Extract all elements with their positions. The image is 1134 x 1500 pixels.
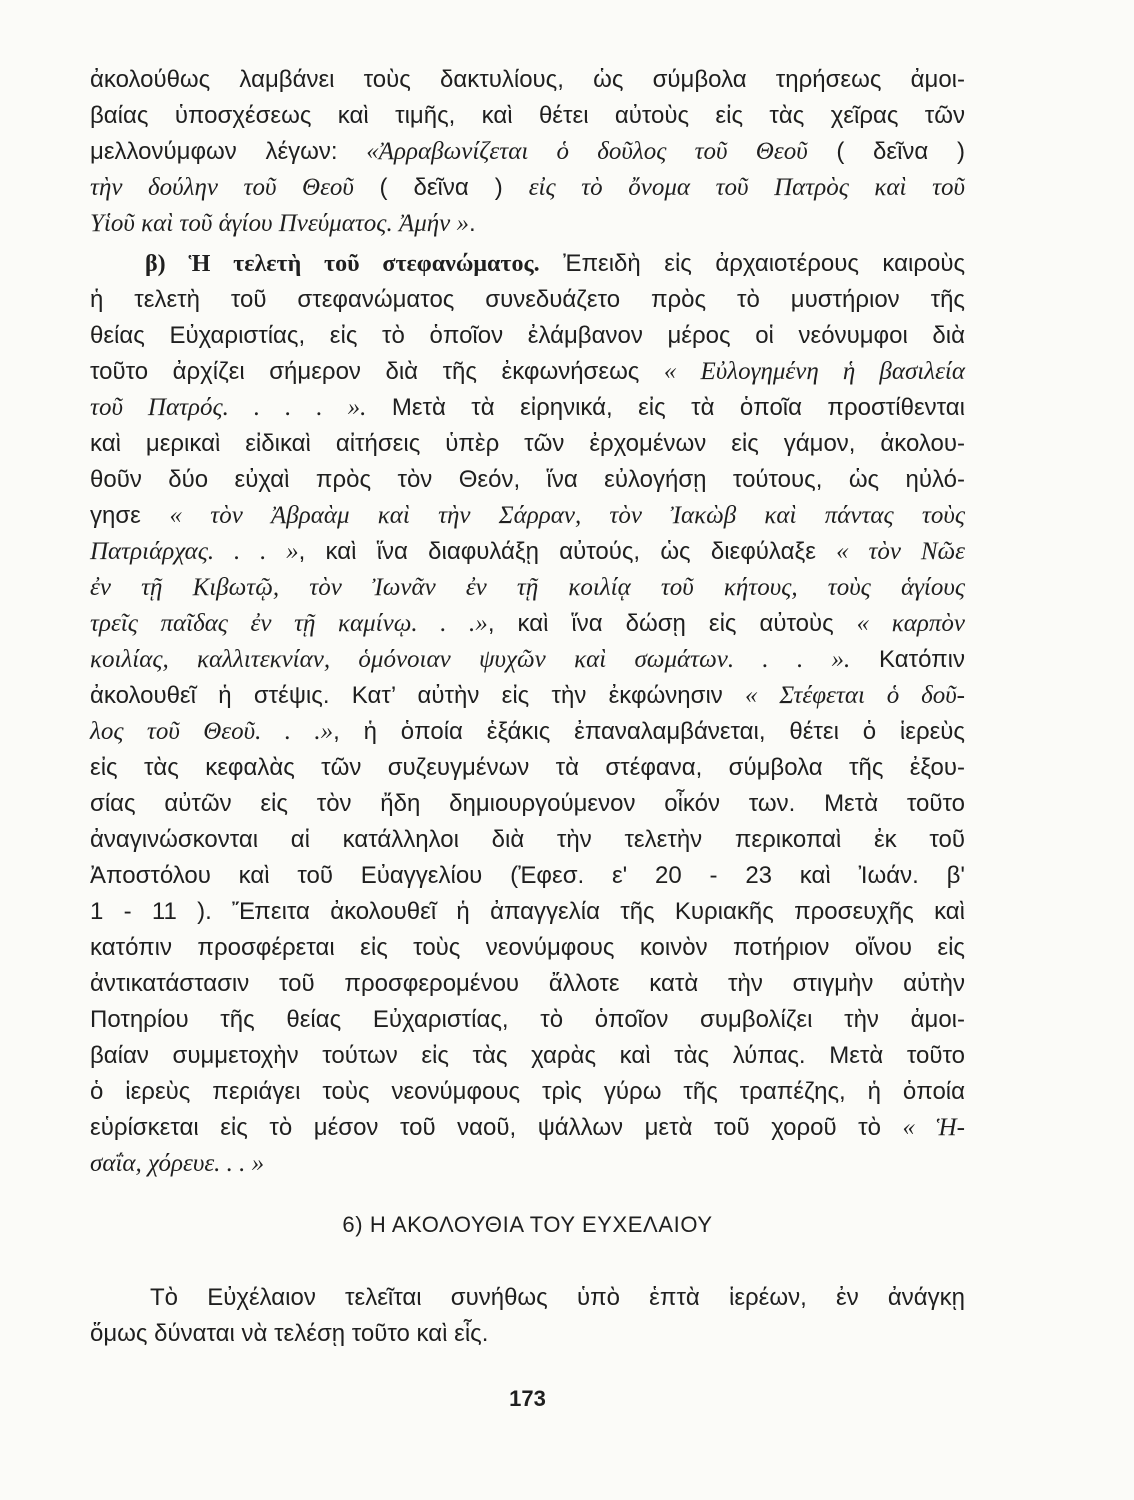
italic-quote-text: Υἱοῦ καὶ τοῦ ἁγίου Πνεύματος. Ἀμήν »	[90, 210, 470, 237]
bold-subheading-text: β) Ἡ τελετὴ τοῦ στεφανώματος.	[145, 251, 540, 277]
text-line	[90, 426, 965, 462]
text-line	[90, 894, 965, 930]
text-line	[90, 606, 965, 642]
text-line	[90, 206, 965, 242]
body-text: βαίας ὑποσχέσεως καὶ τιμῆς, καὶ θέτει αὐτοὺς εἰς τὰς χεῖρας τῶν	[90, 102, 965, 129]
page-number: 173	[509, 1386, 546, 1411]
body-text: , ἡ ὁποία ἑξάκις ἐπαναλαμβάνεται, θέτει ὁ ἱερεὺς	[333, 718, 965, 745]
text-line	[90, 390, 965, 426]
text-line	[90, 1002, 965, 1038]
text-line	[90, 462, 965, 498]
text-line	[90, 750, 965, 786]
body-text: βαίαν συμμετοχὴν τούτων εἰς τὰς χαρὰς καὶ τὰς λύπας. Μετὰ τοῦτο	[90, 1042, 965, 1069]
text-line	[90, 134, 965, 170]
text-line	[90, 570, 965, 606]
text-line	[90, 822, 965, 858]
body-text: Τὸ Εὐχέλαιον τελεῖται συνήθως ὑπὸ ἑπτὰ ἱερέων, ἐν ἀνάγκῃ	[150, 1284, 965, 1311]
body-text: εὑρίσκεται εἰς τὸ μέσον τοῦ ναοῦ, ψάλλων μετὰ τοῦ χοροῦ τὸ	[90, 1114, 903, 1141]
italic-quote-text: « Εὐλογημένη ἡ βασιλεία	[663, 358, 965, 385]
text-line	[90, 246, 965, 282]
body-text: ( δεῖνα )	[379, 174, 529, 201]
body-text: Ποτηρίου τῆς θείας Εὐχαριστίας, τὸ ὁποῖον συμβολίζει τὴν ἀμοι-	[90, 1006, 965, 1033]
text-line	[90, 282, 965, 318]
body-text: , καὶ ἵνα δώσῃ εἰς αὐτοὺς	[487, 610, 857, 637]
body-text: ἡ τελετὴ τοῦ στεφανώματος συνεδυάζετο πρὸς τὸ μυστήριον τῆς	[90, 286, 965, 313]
italic-quote-text: « Στέφεται ὁ δοῦ-	[745, 682, 965, 709]
text-line	[90, 1146, 965, 1182]
body-text: Μετὰ τὰ εἰρηνικά, εἰς τὰ ὁποῖα προστίθενται	[366, 394, 965, 421]
body-text: , καὶ ἵνα διαφυλάξῃ αὐτούς, ὡς διεφύλαξε	[298, 538, 837, 565]
body-text: ἀναγινώσκονται αἱ κατάλληλοι διὰ τὴν τελετὴν περικοπαὶ ἐκ τοῦ	[90, 826, 965, 853]
body-text: ὅμως δύναται νὰ τελέσῃ τοῦτο καὶ εἷς.	[90, 1320, 489, 1347]
body-text: κατόπιν προσφέρεται εἰς τοὺς νεονύμφους κοινὸν ποτήριον οἴνου εἰς	[90, 934, 965, 961]
text-line	[90, 62, 965, 98]
italic-quote-text: λος τοῦ Θεοῦ. . .»	[90, 718, 334, 745]
text-line	[90, 170, 965, 206]
italic-quote-text: τὴν δούλην τοῦ Θεοῦ	[90, 174, 380, 201]
body-text: 1 - 11 ). Ἔπειτα ἀκολουθεῖ ἡ ἀπαγγελία τῆς Κυριακῆς προσευχῆς καὶ	[90, 898, 965, 925]
text-line	[90, 1316, 965, 1352]
body-text: ( δεῖνα )	[807, 138, 965, 165]
text-line	[90, 354, 965, 390]
italic-quote-text: εἰς τὸ ὄνομα τοῦ Πατρὸς καὶ τοῦ	[528, 174, 965, 201]
body-text: Ἀποστόλου καὶ τοῦ Εὐαγγελίου (Ἐφεσ. ε' 20 - 23 καὶ Ἰωάν. β'	[90, 862, 965, 889]
text-line	[90, 98, 965, 134]
text-line	[90, 966, 965, 1002]
text-line	[90, 642, 965, 678]
text-line	[90, 1038, 965, 1074]
body-text: Ἐπειδὴ εἰς ἀρχαιοτέρους καιροὺς	[539, 250, 966, 277]
text-line	[90, 534, 965, 570]
body-text: Κατόπιν	[850, 646, 966, 673]
text-line	[90, 1280, 965, 1316]
paragraph-continued	[90, 62, 965, 242]
italic-quote-text: Πατριάρχας. . . »	[90, 538, 299, 565]
italic-quote-text: τρεῖς παῖδας ἐν τῇ καμίνῳ. . .»	[90, 610, 488, 637]
italic-quote-text: « τὸν Ἀβραὰμ καὶ τὴν Σάρραν, τὸν Ἰακὼβ καὶ πάντας τοὺς	[169, 502, 965, 529]
text-line	[90, 498, 965, 534]
body-text: εἰς τὰς κεφαλὰς τῶν συζευγμένων τὰ στέφανα, σύμβολα τῆς ἐξου-	[90, 754, 965, 781]
text-line	[90, 1074, 965, 1110]
body-text: γησε	[90, 502, 170, 529]
body-text: ἀντικατάστασιν τοῦ προσφερομένου ἄλλοτε κατὰ τὴν στιγμὴν αὐτὴν	[90, 970, 965, 997]
italic-quote-text: « Ἡ-	[902, 1114, 965, 1141]
text-line	[90, 678, 965, 714]
paragraph-unction	[90, 1280, 965, 1352]
body-text: ἀκολουθεῖ ἡ στέψις. Κατ’ αὐτὴν εἰς τὴν ἐκφώνησιν	[90, 682, 746, 709]
italic-quote-text: τοῦ Πατρός. . . . ».	[90, 394, 367, 421]
body-text: .	[469, 210, 476, 237]
body-text: θοῦν δύο εὐχαὶ πρὸς τὸν Θεόν, ἵνα εὐλογήσῃ τούτους, ὡς ηὐλό-	[90, 466, 965, 493]
body-text: ἀκολούθως λαμβάνει τοὺς δακτυλίους, ὡς σύμβολα τηρήσεως ἀμοι-	[90, 66, 965, 93]
italic-quote-text: « τὸν Νῶε	[836, 538, 965, 565]
body-text: μελλονύμφων λέγων:	[90, 138, 367, 165]
italic-quote-text: «Ἀρραβωνίζεται ὁ δοῦλος τοῦ Θεοῦ	[366, 138, 808, 165]
body-text: ὁ ἱερεὺς περιάγει τοὺς νεονύμφους τρὶς γύρω τῆς τραπέζης, ἡ ὁποία	[90, 1078, 965, 1105]
paragraph-wedding-crowning	[90, 246, 965, 1182]
text-line	[90, 930, 965, 966]
section-heading: 6) Η ΑΚΟΛΟΥΘΙΑ ΤΟΥ ΕΥΧΕΛΑΙΟΥ	[342, 1212, 713, 1237]
text-line	[90, 858, 965, 894]
body-text: τοῦτο ἀρχίζει σήμερον διὰ τῆς ἐκφωνήσεως	[90, 358, 664, 385]
italic-quote-text: ἐν τῇ Κιβωτῷ, τὸν Ἰωνᾶν ἐν τῇ κοιλίᾳ τοῦ κήτους, τοὺς ἁγίους	[90, 574, 965, 601]
italic-quote-text: σαΐα, χόρευε. . . »	[90, 1150, 265, 1177]
text-line	[90, 786, 965, 822]
italic-quote-text: κοιλίας, καλλιτεκνίαν, ὁμόνοιαν ψυχῶν καὶ σωμάτων. . . ».	[90, 646, 851, 673]
text-line	[90, 318, 965, 354]
italic-quote-text: « καρπὸν	[856, 610, 966, 637]
text-line	[90, 1110, 965, 1146]
body-text: θείας Εὐχαριστίας, εἰς τὸ ὁποῖον ἐλάμβανον μέρος οἱ νεόνυμφοι διὰ	[90, 322, 965, 349]
body-text: καὶ μερικαὶ εἰδικαὶ αἰτήσεις ὑπὲρ τῶν ἐρχομένων εἰς γάμον, ἀκολου-	[90, 430, 965, 457]
body-text: σίας αὐτῶν εἰς τὸν ἤδη δημιουργούμενον οἶκόν των. Μετὰ τοῦτο	[90, 790, 965, 817]
text-line	[90, 714, 965, 750]
